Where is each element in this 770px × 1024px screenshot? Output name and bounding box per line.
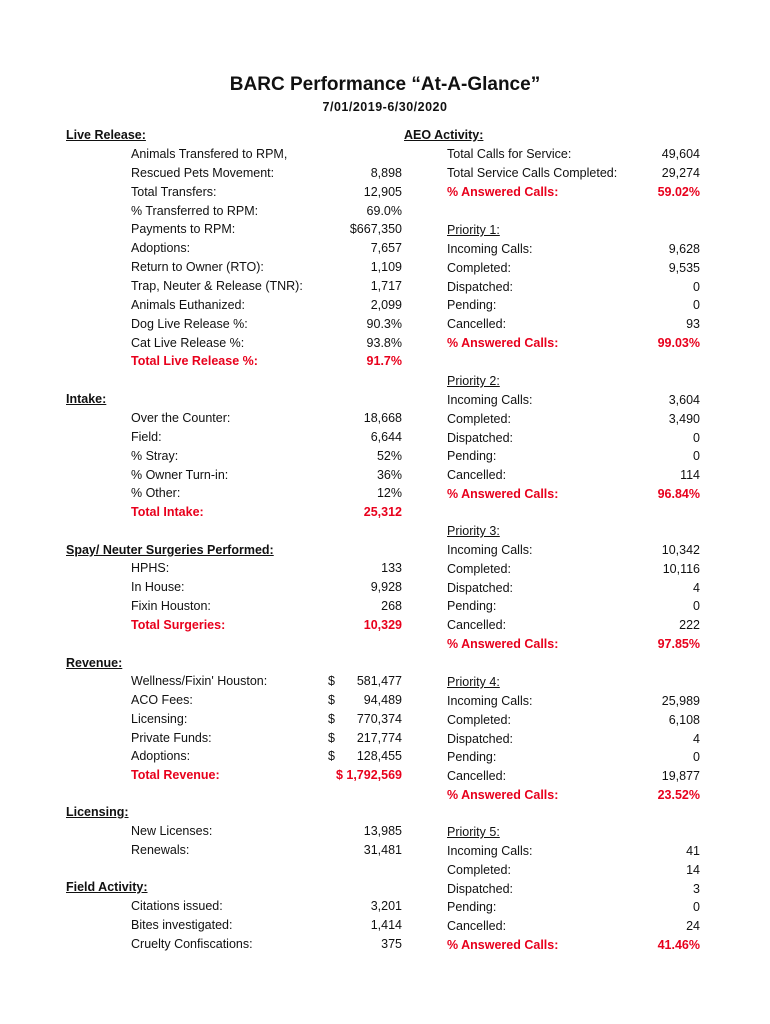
surgeries-label: Total Surgeries: <box>131 617 226 632</box>
aeo-activity-header: AEO Activity: <box>404 128 484 142</box>
revenue-value: 217,774 <box>356 730 402 745</box>
licensing-value: 31,481 <box>363 842 402 857</box>
field-activity-label: Cruelty Confiscations: <box>131 936 253 951</box>
live-release-label: Adoptions: <box>131 241 191 256</box>
priority-1-label: Completed: <box>447 260 511 275</box>
priority-5-value: 41.46% <box>657 938 700 953</box>
live-release-label: Animals Euthanized: <box>131 297 245 312</box>
priority-1-value: 9,535 <box>668 260 700 275</box>
live-release-value: $667,350 <box>349 222 402 237</box>
intake-label: Total Intake: <box>131 505 204 520</box>
intake-value: 52% <box>376 448 402 463</box>
priority-2-label: Dispatched: <box>447 430 514 445</box>
priority-3-value: 10,116 <box>662 561 700 576</box>
intake-label: % Stray: <box>131 448 179 463</box>
priority-3-label: Completed: <box>447 561 511 576</box>
live-release-value: 7,657 <box>370 241 402 256</box>
priority-2-value: 96.84% <box>657 487 700 502</box>
licensing-header: Licensing: <box>66 805 129 819</box>
live-release-value: 12,905 <box>363 184 402 199</box>
intake-label: Field: <box>131 429 162 444</box>
licensing-label: New Licenses: <box>131 824 213 838</box>
priority-1-label: Incoming Calls: <box>447 241 533 256</box>
priority-5-value: 14 <box>686 862 700 877</box>
live-release-value: 93.8% <box>366 335 402 350</box>
priority-4-label: Incoming Calls: <box>447 693 533 708</box>
revenue-label: ACO Fees: <box>131 692 193 707</box>
priority-2-value: 0 <box>693 430 700 445</box>
dollar-sign: $ <box>328 711 335 726</box>
revenue-value: 128,455 <box>356 749 402 764</box>
dollar-sign: $ <box>328 730 335 745</box>
priority-2-value: 3,604 <box>668 392 700 407</box>
priority-1-value: 0 <box>693 298 700 313</box>
intake-value: 36% <box>376 467 402 482</box>
revenue-label: Adoptions: <box>131 749 191 764</box>
dollar-sign: $ <box>328 674 335 688</box>
priority-2-label: Cancelled: <box>447 468 507 483</box>
priority-3-value: 10,342 <box>661 542 700 557</box>
intake-value: 6,644 <box>370 429 402 444</box>
priority-1-value: 9,628 <box>668 241 700 256</box>
priority-4-value: 4 <box>693 731 700 746</box>
priority-2-label: Completed: <box>447 411 511 426</box>
live-release-value: 90.3% <box>366 316 402 331</box>
live-release-label: Cat Live Release %: <box>131 335 245 350</box>
priority-3-label: Dispatched: <box>447 580 514 595</box>
surgeries-label: Fixin Houston: <box>131 598 211 613</box>
priority-3-value: 222 <box>679 618 700 633</box>
field-activity-header: Field Activity: <box>66 880 148 894</box>
priority-5-value: 24 <box>686 919 700 934</box>
priority-4-title: Priority 4: <box>447 675 500 689</box>
surgeries-label: HPHS: <box>131 561 170 575</box>
live-release-label: Total Live Release %: <box>131 354 258 369</box>
aeo-summary-label: Total Calls for Service: <box>447 147 572 161</box>
aeo-summary-value: 49,604 <box>661 147 700 161</box>
live-release-label: Animals Transfered to RPM, <box>131 147 288 161</box>
priority-3-label: Pending: <box>447 599 497 614</box>
priority-3-label: Cancelled: <box>447 618 507 633</box>
priority-5-title: Priority 5: <box>447 825 500 839</box>
priority-2-label: % Answered Calls: <box>447 487 559 502</box>
priority-3-value: 4 <box>693 580 700 595</box>
revenue-label: Private Funds: <box>131 730 212 745</box>
priority-2-label: Incoming Calls: <box>447 392 533 407</box>
live-release-label: Rescued Pets Movement: <box>131 165 275 180</box>
priority-2-value: 3,490 <box>668 411 700 426</box>
revenue-label: Licensing: <box>131 711 188 726</box>
priority-5-value: 3 <box>693 881 700 896</box>
aeo-summary-label: Total Service Calls Completed: <box>447 165 618 180</box>
field-activity-value: 375 <box>381 936 402 951</box>
priority-5-label: Dispatched: <box>447 881 514 896</box>
priority-1-value: 93 <box>686 317 700 332</box>
report-period: 7/01/2019-6/30/2020 <box>322 100 448 114</box>
priority-1-label: Pending: <box>447 298 497 313</box>
field-activity-label: Bites investigated: <box>131 917 233 932</box>
surgeries-label: In House: <box>131 579 185 594</box>
revenue-value: 581,477 <box>356 674 402 688</box>
surgeries-header: Spay/ Neuter Surgeries Performed: <box>66 543 274 557</box>
surgeries-value: 10,329 <box>363 617 402 632</box>
field-activity-value: 3,201 <box>370 899 402 913</box>
live-release-label: Total Transfers: <box>131 184 217 199</box>
priority-3-title: Priority 3: <box>447 524 500 538</box>
priority-1-value: 0 <box>693 279 700 294</box>
live-release-value: 2,099 <box>370 297 402 312</box>
intake-label: % Owner Turn-in: <box>131 467 229 482</box>
revenue-header: Revenue: <box>66 656 123 670</box>
priority-4-value: 25,989 <box>661 693 700 708</box>
live-release-label: Payments to RPM: <box>131 222 236 237</box>
priority-5-label: Completed: <box>447 862 511 877</box>
priority-2-title: Priority 2: <box>447 374 500 388</box>
priority-1-label: % Answered Calls: <box>447 336 559 351</box>
priority-3-value: 0 <box>693 599 700 614</box>
revenue-value: $ 1,792,569 <box>335 768 402 783</box>
live-release-label: Dog Live Release %: <box>131 316 248 331</box>
priority-5-value: 41 <box>686 843 700 858</box>
priority-4-value: 6,108 <box>668 712 700 727</box>
priority-1-label: Dispatched: <box>447 279 514 294</box>
live-release-value: 69.0% <box>366 203 402 218</box>
live-release-value: 1,717 <box>370 278 402 293</box>
page-title: BARC Performance “At-A-Glance” <box>229 74 541 95</box>
aeo-summary-label: % Answered Calls: <box>447 184 559 199</box>
surgeries-value: 268 <box>381 598 402 613</box>
priority-5-label: Incoming Calls: <box>447 843 533 858</box>
priority-2-value: 0 <box>693 449 700 464</box>
licensing-value: 13,985 <box>363 824 402 838</box>
priority-4-label: Completed: <box>447 712 511 727</box>
field-activity-label: Citations issued: <box>131 899 223 913</box>
revenue-value: 770,374 <box>356 711 402 726</box>
surgeries-value: 133 <box>381 561 402 575</box>
priority-4-label: Pending: <box>447 750 497 765</box>
priority-2-label: Pending: <box>447 449 497 464</box>
priority-4-label: % Answered Calls: <box>447 788 559 803</box>
priority-5-label: % Answered Calls: <box>447 938 559 953</box>
priority-2-value: 114 <box>680 468 700 483</box>
field-activity-value: 1,414 <box>370 917 402 932</box>
priority-4-value: 23.52% <box>657 788 700 803</box>
priority-3-label: Incoming Calls: <box>447 542 533 557</box>
priority-1-value: 99.03% <box>657 336 700 351</box>
priority-1-label: Cancelled: <box>447 317 507 332</box>
intake-label: Over the Counter: <box>131 411 231 425</box>
priority-3-value: 97.85% <box>657 637 700 652</box>
priority-5-value: 0 <box>693 900 700 915</box>
priority-5-label: Pending: <box>447 900 497 915</box>
live-release-value: 8,898 <box>370 165 402 180</box>
live-release-label: Return to Owner (RTO): <box>131 260 264 275</box>
live-release-value: 91.7% <box>366 354 402 369</box>
dollar-sign: $ <box>328 692 335 707</box>
revenue-value: 94,489 <box>363 692 402 707</box>
live-release-label: % Transferred to RPM: <box>131 203 259 218</box>
licensing-label: Renewals: <box>131 842 190 857</box>
surgeries-value: 9,928 <box>370 579 402 594</box>
priority-4-label: Cancelled: <box>447 769 507 784</box>
priority-4-value: 19,877 <box>661 769 700 784</box>
intake-header: Intake: <box>66 392 107 406</box>
dollar-sign: $ <box>328 749 335 764</box>
aeo-summary-value: 29,274 <box>661 165 700 180</box>
live-release-value: 1,109 <box>370 260 402 275</box>
priority-3-label: % Answered Calls: <box>447 637 559 652</box>
live-release-header: Live Release: <box>66 128 146 142</box>
intake-value: 18,668 <box>363 411 402 425</box>
intake-label: % Other: <box>131 486 181 501</box>
live-release-label: Trap, Neuter & Release (TNR): <box>131 278 303 293</box>
priority-4-value: 0 <box>693 750 700 765</box>
priority-4-label: Dispatched: <box>447 731 514 746</box>
intake-value: 25,312 <box>363 505 402 520</box>
aeo-summary-value: 59.02% <box>657 184 700 199</box>
revenue-label: Wellness/Fixin' Houston: <box>131 674 268 688</box>
priority-1-title: Priority 1: <box>447 223 500 237</box>
priority-5-label: Cancelled: <box>447 919 507 934</box>
intake-value: 12% <box>376 486 402 501</box>
revenue-label: Total Revenue: <box>131 768 220 783</box>
